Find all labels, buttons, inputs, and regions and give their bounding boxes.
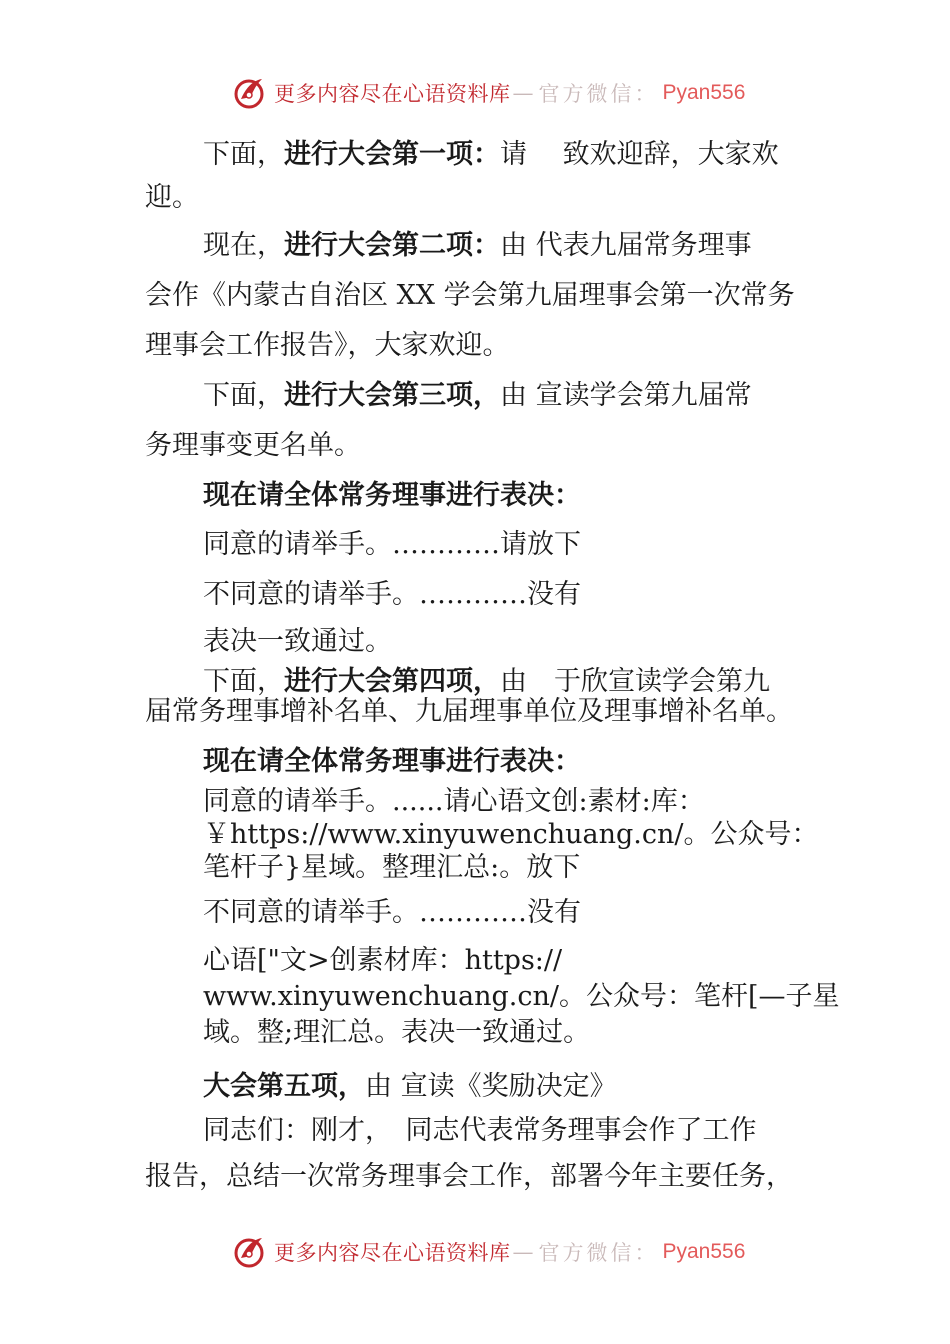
text-line: 表决一致通过。 bbox=[203, 626, 392, 657]
banner-wechat-label: 官方微信： bbox=[538, 82, 659, 106]
text-line: 同志们：刚才， 同志代表常务理事会作了工作 bbox=[203, 1115, 757, 1146]
text-line: 同意的请举手。......请心语文创:素材:库： bbox=[203, 786, 705, 817]
text-line: 下面，进行大会第一项：请 致欢迎辞，大家欢 bbox=[203, 139, 779, 170]
text-line: 届常务理事增补名单、九届理事单位及理事增补名单。 bbox=[145, 696, 793, 727]
text-line: 理事会工作报告》，大家欢迎。 bbox=[145, 330, 510, 361]
text-line: 现在，进行大会第二项：由 代表九届常务理事 bbox=[203, 230, 752, 261]
text-line: 同意的请举手。…………请放下 bbox=[203, 529, 581, 560]
text-line: 会作《内蒙古自治区 XX 学会第九届理事会第一次常务 bbox=[145, 280, 795, 311]
logo-icon bbox=[232, 1234, 268, 1270]
text-line: 现在请全体常务理事进行表决： bbox=[203, 480, 581, 511]
text-line: 心语["文>创素材库：https:// bbox=[203, 945, 563, 976]
footer-banner bbox=[232, 1232, 745, 1272]
banner-text: 更多内容尽在心语资料库 bbox=[274, 1241, 511, 1265]
banner-dash: — bbox=[512, 1240, 537, 1264]
text-line: 迎。 bbox=[145, 182, 199, 213]
text-line: 不同意的请举手。…………没有 bbox=[203, 579, 581, 610]
text-line: 不同意的请举手。…………没有 bbox=[203, 897, 581, 928]
text-line: ￥https://www.xinyuwenchuang.cn/。公众号： bbox=[203, 819, 819, 850]
text-line: 现在请全体常务理事进行表决： bbox=[203, 746, 581, 777]
banner-wechat-id: Pyan556 bbox=[662, 81, 746, 104]
text-line: 务理事变更名单。 bbox=[145, 430, 361, 461]
banner-wechat-id: Pyan556 bbox=[662, 1240, 746, 1263]
text-line: www.xinyuwenchuang.cn/。公众号：笔杆[—子星 bbox=[203, 981, 840, 1012]
text-line: 报告，总结一次常务理事会工作，部署今年主要任务， bbox=[145, 1161, 793, 1192]
banner-wechat-label: 官方微信： bbox=[538, 1241, 659, 1265]
text-line: 大会第五项，由 宣读《奖励决定》 bbox=[203, 1071, 617, 1102]
text-line: 下面，进行大会第四项，由 于欣宣读学会第九 bbox=[203, 666, 770, 697]
banner-text: 更多内容尽在心语资料库 bbox=[274, 82, 511, 106]
banner-dash: — bbox=[512, 81, 537, 105]
text-line: 域。整;理汇总。表决一致通过。 bbox=[203, 1017, 591, 1048]
header-banner bbox=[232, 73, 745, 113]
text-line: 笔杆子}星域。整理汇总:。放下 bbox=[203, 852, 581, 883]
text-line: 下面，进行大会第三项，由 宣读学会第九届常 bbox=[203, 380, 752, 411]
logo-icon bbox=[232, 75, 268, 111]
